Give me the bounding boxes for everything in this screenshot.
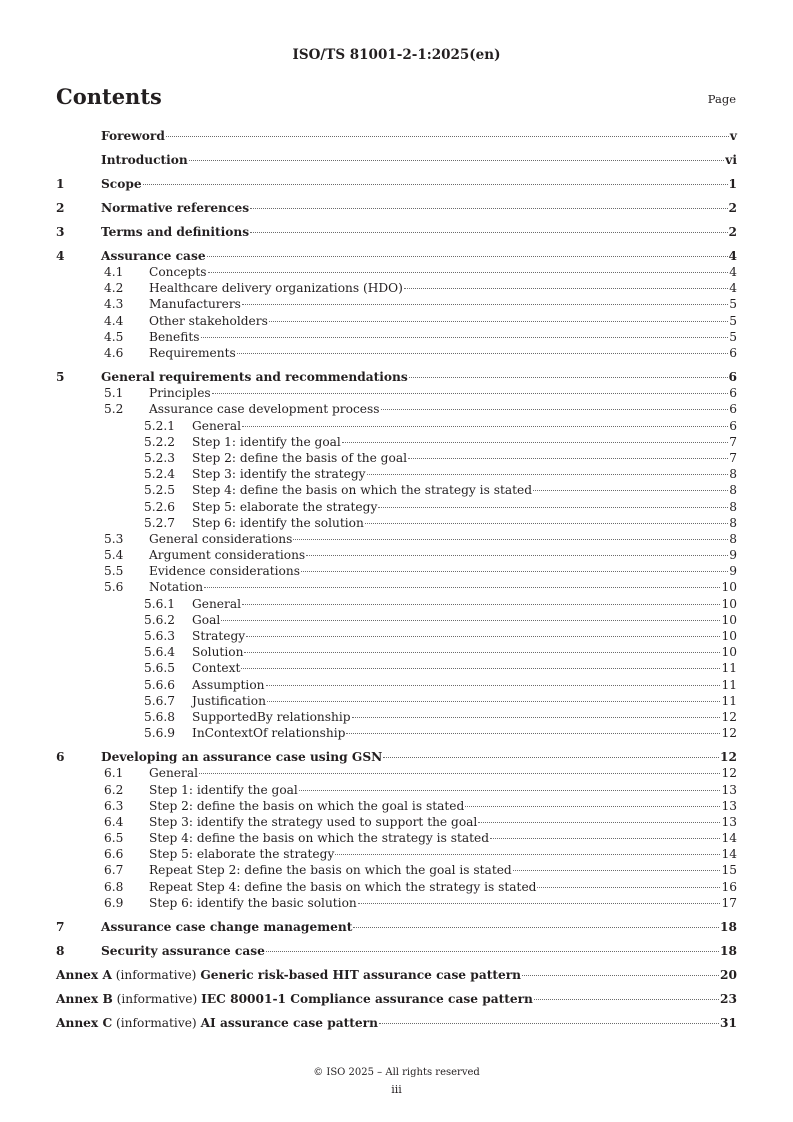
- toc-entry-page: 18: [720, 943, 737, 958]
- toc-entry-number: 5.6.8: [144, 709, 176, 724]
- toc-entry-page: 4: [729, 265, 737, 280]
- toc-entry-label: Assurance case development process: [149, 402, 380, 417]
- toc-entry-label: Assurance case: [101, 248, 206, 263]
- toc-entry-page: 11: [721, 661, 737, 676]
- table-of-contents: [56, 128, 737, 1031]
- toc-entry[interactable]: [56, 991, 737, 1007]
- toc-entry-page: 9: [729, 548, 737, 563]
- dot-leader: [266, 951, 719, 952]
- toc-entry-label: General requirements and recommendations: [101, 370, 408, 385]
- toc-entry-label: [56, 1015, 378, 1031]
- toc-entry-number: 5.2.4: [144, 467, 176, 482]
- toc-entry-label: Goal: [192, 612, 221, 627]
- toc-entry[interactable]: [56, 200, 737, 216]
- toc-entry-page: 10: [721, 645, 737, 660]
- toc-entry[interactable]: [56, 450, 737, 466]
- copyright-notice: © ISO 2025 – All rights reserved: [313, 1067, 480, 1078]
- annex-id: Annex C: [56, 1015, 113, 1030]
- dot-leader: [352, 717, 721, 718]
- toc-entry-number: 5.2.1: [144, 418, 176, 433]
- toc-entry-label: Step 3: identify the strategy used to support the goal: [149, 814, 478, 829]
- toc-entry[interactable]: [56, 482, 737, 498]
- toc-entry[interactable]: [56, 628, 737, 644]
- dot-leader: [237, 353, 728, 354]
- toc-entry-page: 8: [729, 467, 737, 482]
- toc-entry-page: 5: [729, 297, 737, 312]
- dot-leader: [513, 870, 721, 871]
- toc-entry[interactable]: [56, 596, 737, 612]
- toc-entry-label: Step 4: define the basis on which the strategy is stated: [192, 483, 533, 498]
- toc-entry-number: 5.6.6: [144, 677, 176, 692]
- toc-entry[interactable]: [56, 782, 737, 798]
- toc-entry-label: Normative references: [101, 200, 250, 215]
- toc-entry-page: 9: [729, 564, 737, 579]
- dot-leader: [335, 854, 720, 855]
- toc-entry-number: 4.6: [104, 346, 124, 361]
- toc-entry[interactable]: [56, 765, 737, 781]
- toc-entry-number: 5.6.9: [144, 726, 176, 741]
- toc-entry-label: [56, 991, 533, 1007]
- toc-entry-number: 4.2: [104, 281, 124, 296]
- toc-entry-page: 31: [720, 1015, 737, 1030]
- toc-entry[interactable]: [56, 401, 737, 417]
- document-header: ISO/TS 81001-2-1:2025(en): [292, 47, 501, 63]
- toc-entry-label: Step 1: identify the goal: [149, 782, 298, 797]
- dot-leader: [199, 773, 720, 774]
- dot-leader: [166, 136, 729, 137]
- toc-entry-number: 8: [56, 943, 65, 958]
- dot-leader: [266, 685, 721, 686]
- dot-leader: [246, 636, 720, 637]
- toc-entry-number: 6.5: [104, 831, 124, 846]
- toc-entry-label: Requirements: [149, 346, 236, 361]
- toc-entry-label: Step 6: identify the basic solution: [149, 895, 357, 910]
- dot-leader: [201, 337, 729, 338]
- toc-entry-label: Step 4: define the basis on which the strategy is stated: [149, 831, 490, 846]
- toc-entry-page: 6: [729, 346, 737, 361]
- page-title: Contents: [56, 84, 162, 109]
- dot-leader: [208, 272, 729, 273]
- toc-entry-page: 12: [720, 750, 737, 765]
- toc-entry-number: 6.8: [104, 879, 124, 894]
- toc-entry[interactable]: [56, 879, 737, 895]
- toc-entry[interactable]: [56, 660, 737, 676]
- dot-leader: [267, 701, 720, 702]
- toc-entry-page: 11: [721, 677, 737, 692]
- toc-entry-label: Step 6: identify the solution: [192, 515, 364, 530]
- toc-entry-label: Notation: [149, 580, 204, 595]
- dot-leader: [353, 927, 719, 928]
- toc-entry-number: 5.3: [104, 531, 124, 546]
- toc-entry-label: Concepts: [149, 265, 207, 280]
- toc-entry-label: General: [192, 596, 241, 611]
- toc-entry-page: 13: [721, 782, 737, 797]
- toc-entry-number: 5.6.1: [144, 596, 176, 611]
- toc-entry-label: Principles: [149, 386, 211, 401]
- toc-entry[interactable]: [56, 152, 737, 168]
- toc-entry-number: 6.4: [104, 814, 124, 829]
- dot-leader: [293, 539, 728, 540]
- toc-entry-page: 10: [721, 629, 737, 644]
- toc-entry-page: 16: [721, 879, 737, 894]
- toc-entry[interactable]: [56, 128, 737, 144]
- toc-entry-number: 4.1: [104, 265, 124, 280]
- toc-entry-number: 2: [56, 200, 65, 215]
- toc-entry-label: Step 3: identify the strategy: [192, 467, 366, 482]
- toc-entry-page: 13: [721, 814, 737, 829]
- dot-leader: [250, 232, 727, 233]
- toc-entry-number: 6.9: [104, 895, 124, 910]
- toc-entry[interactable]: [56, 264, 737, 280]
- dot-leader: [537, 887, 720, 888]
- toc-entry[interactable]: [56, 862, 737, 878]
- toc-entry-page: 4: [729, 281, 737, 296]
- toc-entry-label: Justification: [192, 693, 266, 708]
- toc-entry[interactable]: [56, 709, 737, 725]
- toc-entry-page: 10: [721, 596, 737, 611]
- toc-entry-page: 6: [728, 370, 737, 385]
- annex-id: Annex A: [56, 967, 112, 982]
- dot-leader: [244, 652, 720, 653]
- toc-entry-label: Benefits: [149, 329, 200, 344]
- toc-entry-label: Manufacturers: [149, 297, 241, 312]
- toc-entry-label: Step 2: define the basis on which the goal is stated: [149, 798, 465, 813]
- toc-entry[interactable]: [56, 830, 737, 846]
- dot-leader: [465, 806, 720, 807]
- toc-entry-number: 5.4: [104, 548, 124, 563]
- toc-entry[interactable]: [56, 466, 737, 482]
- toc-entry-label: Step 5: elaborate the strategy: [149, 847, 335, 862]
- toc-entry[interactable]: [56, 693, 737, 709]
- dot-leader: [301, 571, 728, 572]
- dot-leader: [478, 822, 720, 823]
- toc-entry-page: 8: [729, 515, 737, 530]
- toc-entry-label: Assumption: [192, 677, 265, 692]
- dot-leader: [534, 999, 719, 1000]
- dot-leader: [381, 409, 729, 410]
- dot-leader: [342, 442, 728, 443]
- toc-entry-label: Step 5: elaborate the strategy: [192, 499, 378, 514]
- dot-leader: [408, 458, 728, 459]
- toc-entry[interactable]: [56, 579, 737, 595]
- toc-entry-number: 5.2: [104, 402, 124, 417]
- toc-entry[interactable]: [56, 515, 737, 531]
- toc-entry[interactable]: [56, 846, 737, 862]
- toc-entry-page: 20: [720, 967, 737, 982]
- dot-leader: [409, 377, 728, 378]
- annex-title: Generic risk-based HIT assurance case pattern: [200, 967, 522, 982]
- toc-entry-page: 6: [729, 418, 737, 433]
- toc-entry-number: 1: [56, 176, 65, 191]
- toc-entry-number: 5.6.5: [144, 661, 176, 676]
- dot-leader: [490, 838, 720, 839]
- toc-entry[interactable]: [56, 296, 737, 312]
- toc-entry[interactable]: [56, 418, 737, 434]
- dot-leader: [204, 587, 720, 588]
- dot-leader: [212, 393, 729, 394]
- toc-entry-number: 4.4: [104, 313, 124, 328]
- toc-entry-page: 6: [729, 402, 737, 417]
- dot-leader: [221, 620, 720, 621]
- toc-entry[interactable]: [56, 919, 737, 935]
- annex-type: (informative): [112, 991, 202, 1006]
- page-column-label: Page: [707, 92, 736, 106]
- dot-leader: [207, 256, 728, 257]
- toc-entry[interactable]: [56, 644, 737, 660]
- dot-leader: [346, 733, 720, 734]
- toc-entry-label: Security assurance case: [101, 943, 265, 958]
- toc-entry-label: Argument considerations: [149, 548, 306, 563]
- toc-entry-number: 4.3: [104, 297, 124, 312]
- toc-entry-page: 12: [721, 726, 737, 741]
- dot-leader: [365, 523, 728, 524]
- toc-entry-number: 5.5: [104, 564, 124, 579]
- toc-entry-number: 5.6.4: [144, 645, 176, 660]
- toc-entry[interactable]: [56, 612, 737, 628]
- toc-entry-page: 6: [729, 386, 737, 401]
- toc-entry[interactable]: [56, 814, 737, 830]
- toc-entry-page: 17: [721, 895, 737, 910]
- annex-id: Annex B: [56, 991, 113, 1006]
- toc-entry-number: 5.2.2: [144, 434, 176, 449]
- toc-entry-page: 7: [729, 450, 737, 465]
- toc-entry-label: Developing an assurance case using GSN: [101, 750, 383, 765]
- toc-entry-label: Repeat Step 4: define the basis on which the strategy is stated: [149, 879, 537, 894]
- dot-leader: [269, 321, 728, 322]
- toc-entry-label: [56, 967, 521, 983]
- toc-entry-page: 13: [721, 798, 737, 813]
- toc-entry-number: 5.2.7: [144, 515, 176, 530]
- dot-leader: [533, 490, 728, 491]
- toc-entry[interactable]: [56, 943, 737, 959]
- toc-entry-page: v: [729, 129, 737, 143]
- toc-entry-page: 23: [720, 991, 737, 1006]
- toc-entry-number: 5.2.5: [144, 483, 176, 498]
- dot-leader: [306, 555, 728, 556]
- toc-entry-number: 6.3: [104, 798, 124, 813]
- toc-entry-page: 11: [721, 693, 737, 708]
- toc-entry[interactable]: [56, 725, 737, 741]
- toc-entry-page: 12: [721, 766, 737, 781]
- annex-title: IEC 80001-1 Compliance assurance case pattern: [201, 991, 533, 1006]
- contents-title-row: [56, 84, 736, 112]
- dot-leader: [143, 184, 728, 185]
- annex-type: (informative): [112, 1015, 201, 1030]
- toc-entry-label: Terms and definitions: [101, 224, 250, 239]
- toc-entry-label: Solution: [192, 645, 244, 660]
- dot-leader: [383, 757, 719, 758]
- toc-entry[interactable]: [56, 895, 737, 911]
- toc-entry[interactable]: [56, 563, 737, 579]
- dot-leader: [241, 668, 720, 669]
- toc-entry-page: 10: [721, 612, 737, 627]
- toc-entry[interactable]: [56, 329, 737, 345]
- toc-entry-label: Step 1: identify the goal: [192, 434, 341, 449]
- dot-leader: [378, 507, 728, 508]
- toc-entry[interactable]: [56, 798, 737, 814]
- toc-entry[interactable]: [56, 749, 737, 765]
- toc-entry-number: 5.2.3: [144, 450, 176, 465]
- toc-entry-page: 12: [721, 709, 737, 724]
- toc-entry[interactable]: [56, 547, 737, 563]
- annex-title: AI assurance case pattern: [200, 1015, 378, 1030]
- toc-entry-label: InContextOf relationship: [192, 726, 346, 741]
- annex-type: (informative): [111, 967, 201, 982]
- toc-entry-number: 7: [56, 919, 65, 934]
- toc-entry-label: Assurance case change management: [101, 919, 353, 934]
- toc-entry-label: Foreword: [101, 129, 165, 143]
- toc-entry-label: Repeat Step 2: define the basis on which the goal is stated: [149, 863, 512, 878]
- toc-entry[interactable]: [56, 499, 737, 515]
- toc-entry-label: Evidence considerations: [149, 564, 300, 579]
- toc-entry-page: 14: [721, 847, 737, 862]
- toc-entry-number: 3: [56, 224, 65, 239]
- dot-leader: [404, 288, 728, 289]
- toc-entry-label: Scope: [101, 176, 142, 191]
- page-number: iii: [391, 1083, 402, 1096]
- toc-entry-number: 5.1: [104, 386, 124, 401]
- toc-entry-page: 7: [729, 434, 737, 449]
- dot-leader: [379, 1023, 719, 1024]
- toc-entry-number: 5.6.2: [144, 612, 176, 627]
- dot-leader: [242, 426, 728, 427]
- toc-entry-page: 4: [728, 248, 737, 263]
- toc-entry[interactable]: [56, 369, 737, 385]
- toc-entry[interactable]: [56, 531, 737, 547]
- toc-entry-number: 6: [56, 750, 65, 765]
- dot-leader: [367, 474, 729, 475]
- toc-entry[interactable]: [56, 280, 737, 296]
- toc-entry-number: 4: [56, 248, 65, 263]
- toc-entry-label: Introduction: [101, 152, 188, 167]
- toc-entry[interactable]: [56, 248, 737, 264]
- toc-entry-page: vi: [725, 152, 737, 167]
- toc-entry[interactable]: [56, 345, 737, 361]
- toc-entry-page: 2: [728, 224, 737, 239]
- toc-entry-number: 5.6: [104, 580, 124, 595]
- toc-entry[interactable]: [56, 677, 737, 693]
- toc-entry-page: 18: [720, 919, 737, 934]
- toc-entry-number: 6.2: [104, 782, 124, 797]
- toc-entry-page: 8: [729, 499, 737, 514]
- toc-entry-page: 10: [721, 580, 737, 595]
- toc-entry-number: 5.6.3: [144, 629, 176, 644]
- toc-entry-page: 2: [728, 200, 737, 215]
- dot-leader: [242, 304, 728, 305]
- toc-entry-number: 6.6: [104, 847, 124, 862]
- toc-entry-page: 1: [728, 176, 737, 191]
- toc-entry-number: 6.1: [104, 766, 124, 781]
- toc-entry-number: 5.6.7: [144, 693, 176, 708]
- toc-entry[interactable]: [56, 176, 737, 192]
- dot-leader: [522, 975, 719, 976]
- toc-entry-number: 5.2.6: [144, 499, 176, 514]
- dot-leader: [358, 903, 721, 904]
- toc-entry-page: 15: [721, 863, 737, 878]
- toc-entry-number: 5: [56, 370, 65, 385]
- toc-entry-label: General: [149, 766, 198, 781]
- toc-entry-label: General considerations: [149, 531, 293, 546]
- toc-entry[interactable]: [56, 967, 737, 983]
- toc-entry-label: Step 2: define the basis of the goal: [192, 450, 407, 465]
- toc-entry-page: 8: [729, 483, 737, 498]
- toc-entry-page: 8: [729, 531, 737, 546]
- toc-entry[interactable]: [56, 224, 737, 240]
- dot-leader: [299, 790, 721, 791]
- toc-entry[interactable]: [56, 313, 737, 329]
- dot-leader: [242, 604, 720, 605]
- toc-entry-label: Strategy: [192, 629, 246, 644]
- toc-entry-page: 14: [721, 831, 737, 846]
- toc-entry-label: SupportedBy relationship: [192, 709, 351, 724]
- toc-entry-page: 5: [729, 329, 737, 344]
- toc-entry-number: 6.7: [104, 863, 124, 878]
- toc-entry-label: General: [192, 418, 241, 433]
- toc-entry-label: Other stakeholders: [149, 313, 268, 328]
- toc-entry-label: Healthcare delivery organizations (HDO): [149, 281, 403, 296]
- toc-entry[interactable]: [56, 385, 737, 401]
- toc-entry-page: 5: [729, 313, 737, 328]
- dot-leader: [189, 160, 724, 161]
- toc-entry-label: Context: [192, 661, 241, 676]
- toc-entry[interactable]: [56, 434, 737, 450]
- dot-leader: [250, 208, 727, 209]
- toc-entry[interactable]: [56, 1015, 737, 1031]
- toc-entry-number: 4.5: [104, 329, 124, 344]
